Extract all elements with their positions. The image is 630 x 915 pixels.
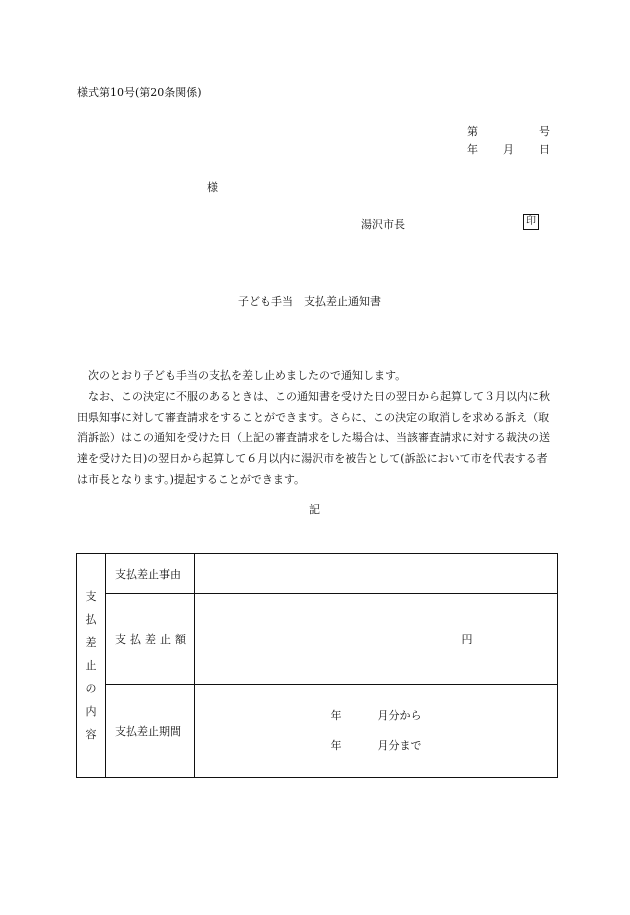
doc-number-go: 号 <box>539 125 550 138</box>
table-row-reason <box>77 554 558 594</box>
side-label-char: の <box>85 682 97 695</box>
row-label-reason: 支払差止事由 <box>106 554 195 594</box>
side-label-char: 支 <box>85 590 97 603</box>
date-year: 年 <box>467 143 478 156</box>
period-to-year: 年 <box>330 739 342 752</box>
side-label <box>77 554 106 778</box>
row-label-amount: 支払差止額 <box>106 594 195 685</box>
seal-mark <box>523 214 539 230</box>
table-row-period <box>77 685 558 778</box>
date-day: 日 <box>539 143 550 156</box>
period-to-month: 月分まで <box>377 739 422 752</box>
detail-table <box>76 553 558 778</box>
doc-number-dai: 第 <box>467 125 478 138</box>
period-to <box>195 731 557 761</box>
period-from <box>195 701 557 731</box>
issuer-name: 湯沢市長 <box>361 218 405 231</box>
side-label-char: 容 <box>85 728 97 741</box>
addressee-suffix: 様 <box>207 181 218 194</box>
body-paragraph-2: なお、この決定に不服のあるときは、この通知書を受けた日の翌日から起算して３月以内に秋田県知事に対して審査請求をすることができます。さらに、この決定の取消しを求める訴え（取消訴訟）はこの通知を受けた日（上記の審査請求をした場合は、当該審査請求に対する裁決の送達を受けた日)の翌日から起算して６月以内に湯沢市を被告として(訴訟において市を代表する者は市長となります。)提起することができます。 <box>77 389 550 486</box>
body-paragraph-1: 次のとおり子ども手当の支払を差し止めましたので通知します。 <box>88 369 407 382</box>
side-label-char: 止 <box>85 659 97 672</box>
row-value-period <box>195 685 558 778</box>
period-from-month: 月分から <box>377 709 422 722</box>
row-value-reason <box>195 554 558 594</box>
row-value-amount <box>195 594 558 685</box>
form-id: 様式第10号(第20条関係) <box>77 86 202 99</box>
ki-heading: 記 <box>309 503 320 516</box>
side-label-char: 内 <box>85 705 97 718</box>
date-month: 月 <box>503 143 514 156</box>
seal-box: 印 <box>523 214 539 230</box>
period-from-year: 年 <box>330 709 342 722</box>
document-title: 子ども手当 支払差止通知書 <box>238 295 381 308</box>
table-row-amount <box>77 594 558 685</box>
row-label-period: 支払差止期間 <box>106 685 195 778</box>
yen-unit: 円 <box>461 633 473 646</box>
body-text <box>77 366 557 491</box>
side-label-char: 差 <box>85 636 97 649</box>
side-label-char: 払 <box>85 613 97 626</box>
